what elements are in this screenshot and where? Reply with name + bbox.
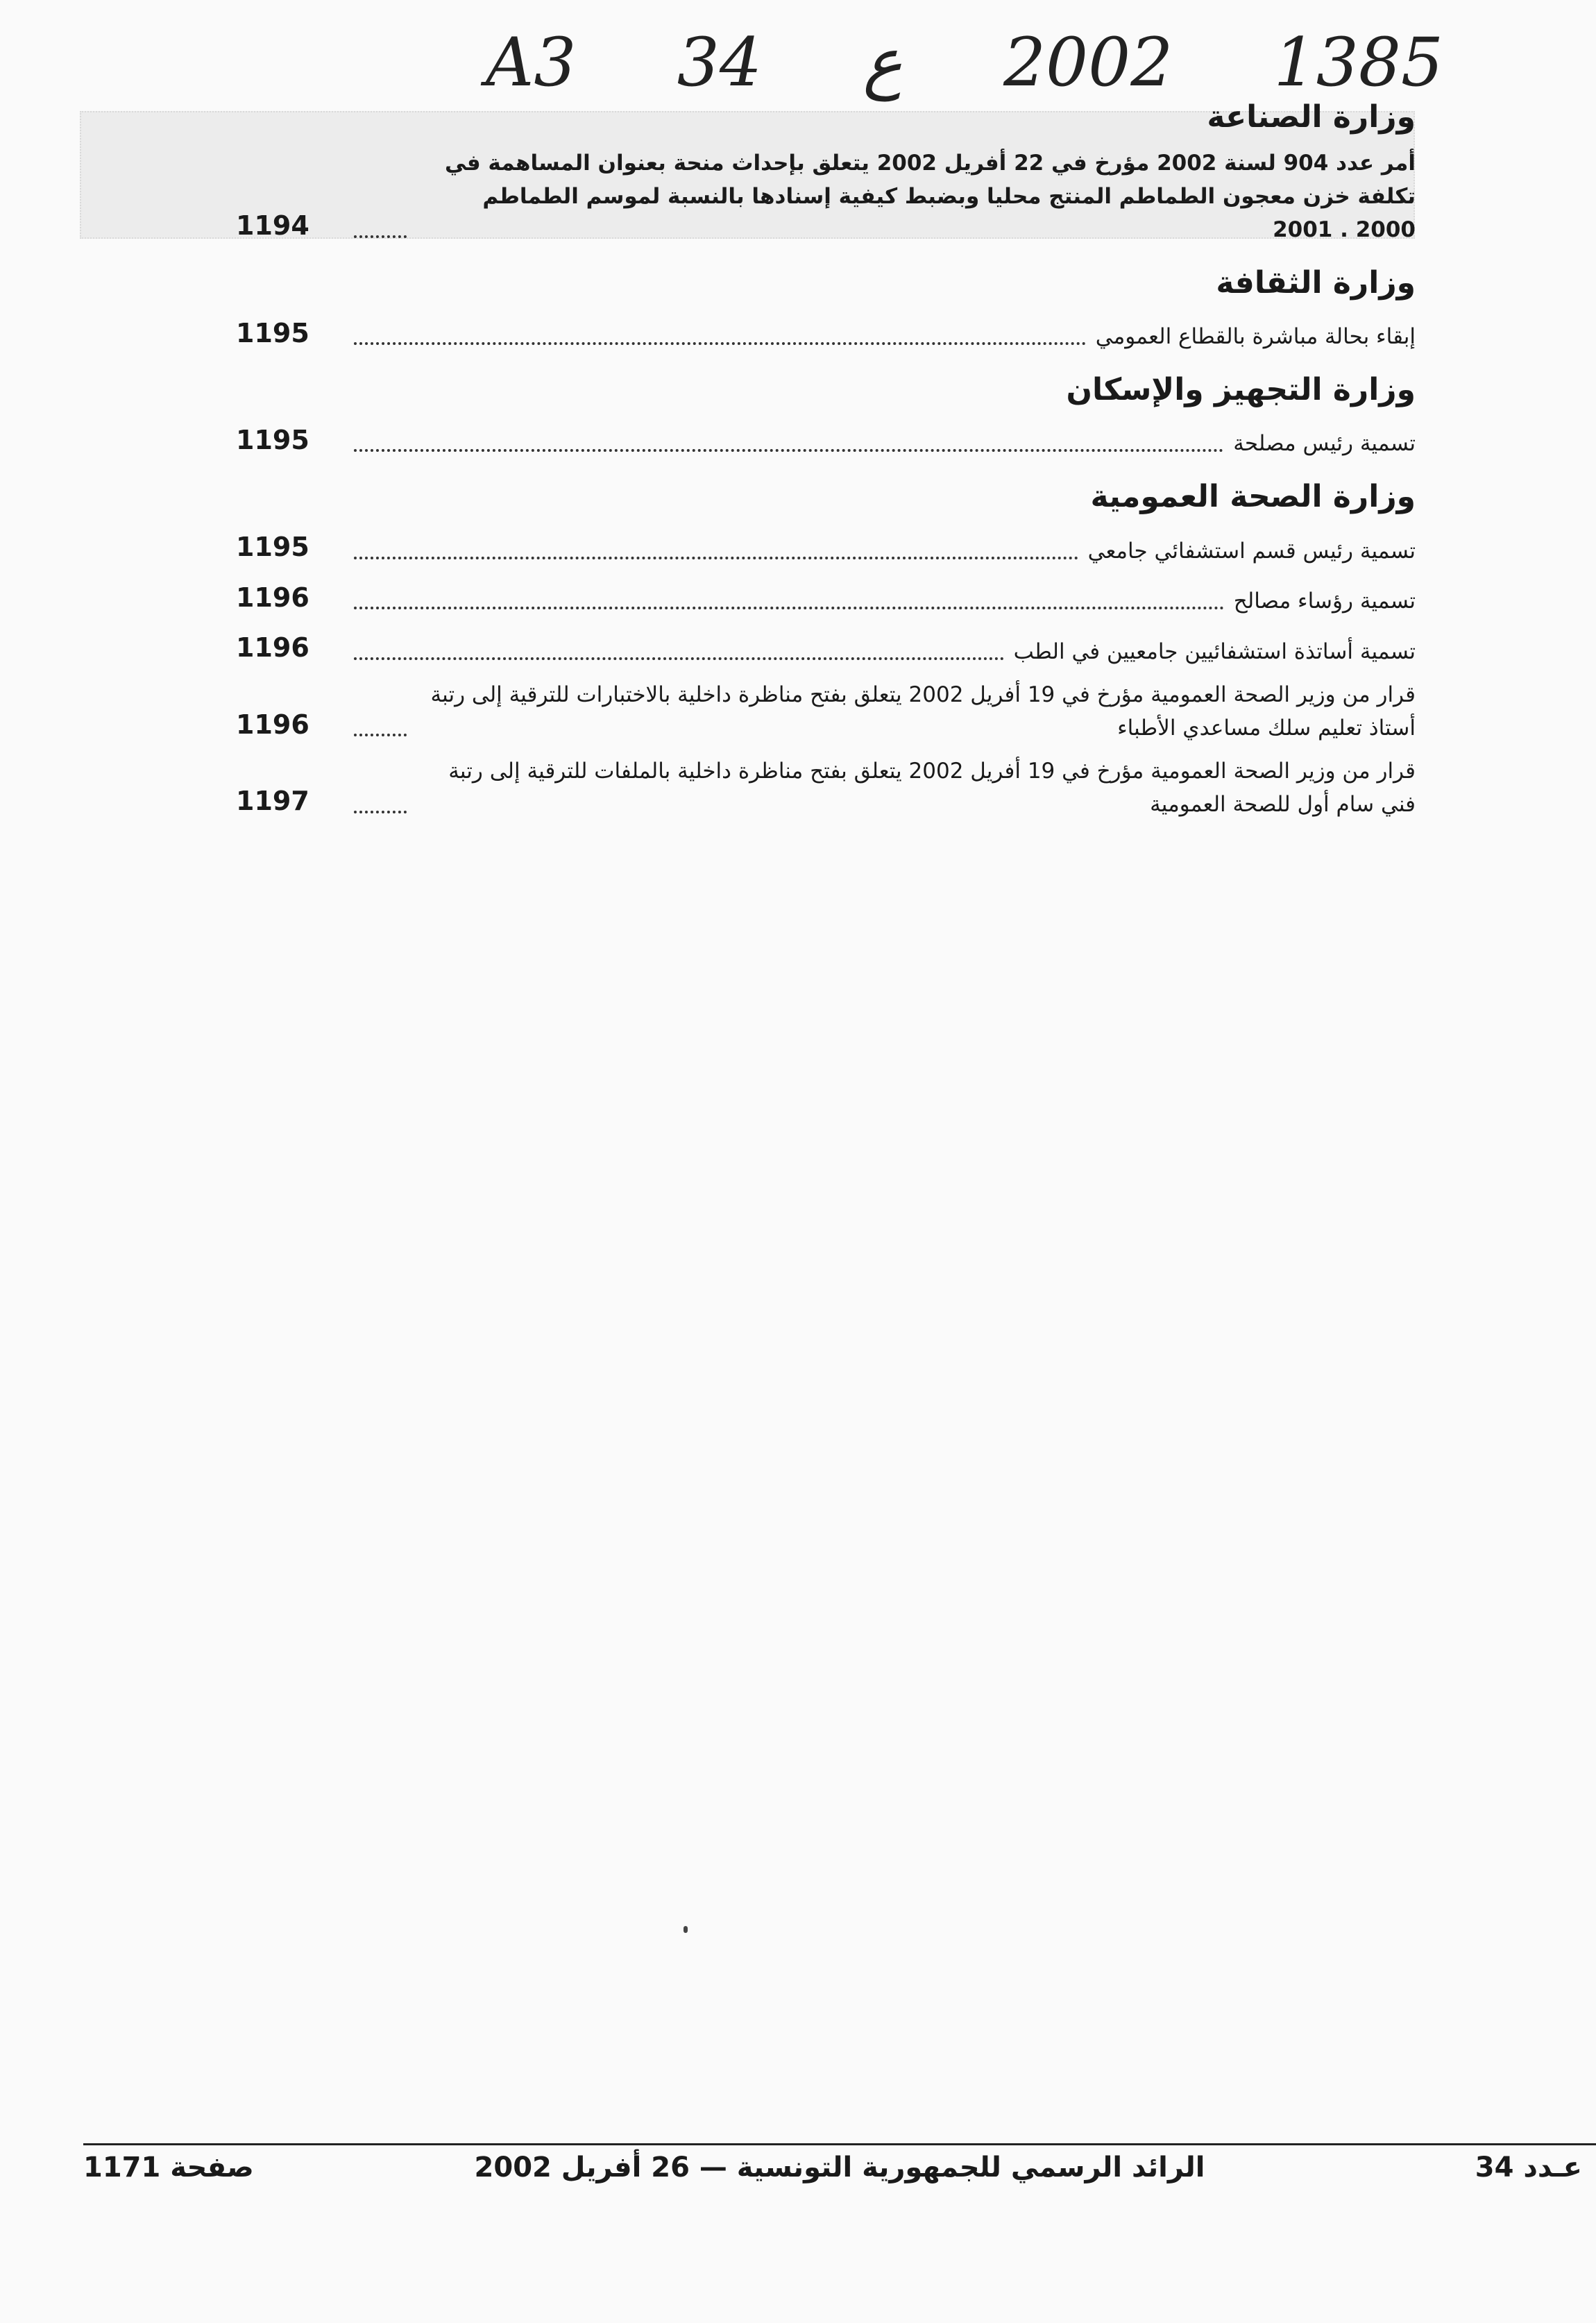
toc-entry-page: 1197	[236, 785, 309, 816]
dot-leader	[354, 811, 407, 813]
handwritten-annotation	[486, 14, 1443, 111]
toc-entry-page: 1195	[236, 424, 309, 455]
toc-entry[interactable]	[236, 146, 1416, 246]
dot-leader	[354, 235, 407, 238]
toc-entry[interactable]	[236, 627, 1416, 668]
toc-entry-page: 1195	[236, 317, 309, 348]
dot-leader	[354, 657, 1004, 660]
footer-rule	[83, 2143, 1596, 2145]
toc-entry-text: تسمية رئيس قسم استشفائي جامعي	[1087, 538, 1416, 564]
toc-entry-page: 1195	[236, 531, 309, 562]
footer-publication-title: الرائد الرسمي للجمهورية التونسية — 26 أفريل 2002	[474, 2152, 1205, 2183]
dot-leader	[354, 607, 1224, 609]
section-title-industry: وزارة الصناعة	[1207, 99, 1416, 135]
scan-speck	[684, 1926, 688, 1933]
toc-entry-text: تسمية أساتذة استشفائيين جامعيين في الطب	[1013, 639, 1416, 665]
handwritten-issue-number: 34	[677, 24, 762, 101]
handwritten-letter: ع	[863, 24, 903, 101]
dot-leader	[354, 449, 1223, 452]
handwritten-code: A3	[486, 24, 577, 101]
toc-entry[interactable]	[236, 313, 1416, 354]
dot-leader	[354, 342, 1086, 345]
toc-entry-page: 1194	[236, 210, 309, 242]
toc-entry-page: 1196	[236, 632, 309, 664]
toc-entry-text: تسمية رئيس مصلحة	[1233, 431, 1416, 457]
toc-entry[interactable]	[236, 420, 1416, 461]
toc-entry-text: أمر عدد 904 لسنة 2002 مؤرخ في 22 أفريل 2002 يتعلق بإحداث منحة بعنوان المساهمة في تكلفة خزن معجون الطماطم المنتج محليا وبضبط كيفية إسنادها بالنسبة لموسم الطماطم 2000 . 2001	[444, 151, 1416, 243]
handwritten-number: 1385	[1273, 24, 1443, 101]
toc-entry-page: 1196	[236, 582, 309, 613]
toc-entry-text: قرار من وزير الصحة العمومية مؤرخ في 19 أفريل 2002 يتعلق بفتح مناظرة داخلية بالاختبارات للترقية إلى رتبة أستاذ تعليم سلك مساعدي الأطباء	[430, 682, 1416, 741]
table-of-contents	[236, 97, 1416, 822]
toc-entry[interactable]	[236, 577, 1416, 618]
toc-entry[interactable]	[236, 527, 1416, 568]
section-title-equipment-housing: وزارة التجهيز والإسكان	[1066, 372, 1416, 408]
page-footer	[83, 2152, 1596, 2200]
toc-entry[interactable]	[236, 754, 1416, 821]
footer-page-number: صفحة 1171	[83, 2152, 254, 2183]
section-title-public-health: وزارة الصحة العمومية	[1090, 479, 1416, 515]
handwritten-year: 2002	[1003, 24, 1173, 101]
toc-entry-page: 1196	[236, 709, 309, 740]
toc-entry[interactable]	[236, 678, 1416, 745]
toc-entry-text: قرار من وزير الصحة العمومية مؤرخ في 19 أفريل 2002 يتعلق بفتح مناظرة داخلية بالملفات للترقية إلى رتبة فني سام أول للصحة العمومية	[448, 759, 1416, 818]
footer-issue-number: عـدد 34	[1475, 2152, 1582, 2183]
toc-entry-text: إبقاء بحالة مباشرة بالقطاع العمومي	[1095, 324, 1416, 350]
section-title-culture: وزارة الثقافة	[1216, 265, 1416, 301]
dot-leader	[354, 734, 407, 736]
toc-entry-text: تسمية رؤساء مصالح	[1233, 589, 1416, 614]
dot-leader	[354, 557, 1078, 559]
